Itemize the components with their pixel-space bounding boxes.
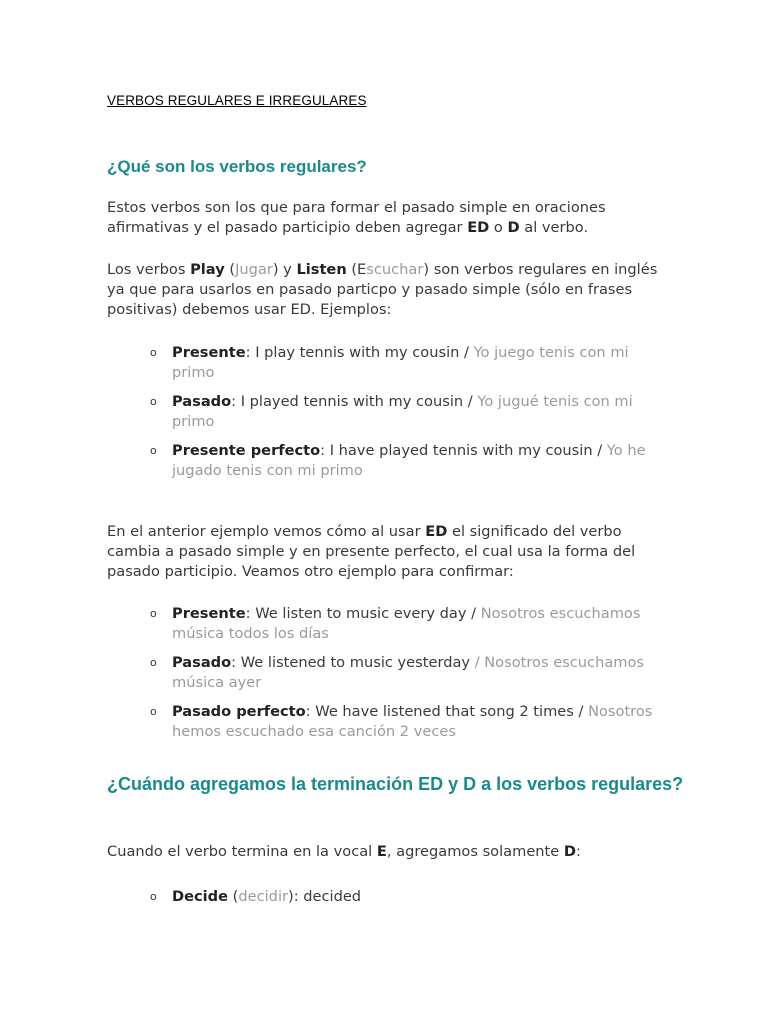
list-item: o Presente: I play tennis with my cousin / Yo juego tenis con mi primo <box>150 343 670 383</box>
bold-d: D <box>563 843 577 860</box>
paragraph-definition: Estos verbos son los que para formar el pasado simple en oraciones afirmativas y el pasado participio deben agregar ED o D al verbo. <box>107 199 606 236</box>
list-item: o Presente: We listen to music every day / Nosotros escuchamos música todos los días <box>150 604 670 644</box>
translation-escuchar: scuchar <box>366 261 424 278</box>
list-item: o Pasado perfecto: We have listened that song 2 times / Nosotros hemos escuchado esa canción 2 veces <box>150 702 670 742</box>
bold-e: E <box>376 843 387 860</box>
document-title: VERBOS REGULARES E IRREGULARES <box>107 93 367 108</box>
example-list-listen <box>150 604 670 751</box>
bold-play: Play <box>190 261 225 278</box>
translation-jugar: Jugar <box>235 261 273 278</box>
list-item: o Pasado: I played tennis with my cousin / Yo jugué tenis con mi primo <box>150 392 670 432</box>
list-item: o Decide (decidir): decided <box>150 887 670 907</box>
bold-d: D <box>507 219 520 236</box>
paragraph-rule-e: Cuando el verbo termina en la vocal E, agregamos solamente D: <box>107 843 581 860</box>
bold-ed: ED <box>425 523 448 540</box>
bold-listen: Listen <box>296 261 347 278</box>
list-item: o Pasado: We listened to music yesterday / Nosotros escuchamos música ayer <box>150 653 670 693</box>
bold-ed: ED <box>467 219 490 236</box>
heading-what-are-regular-verbs: ¿Qué son los verbos regulares? <box>107 157 367 176</box>
paragraph-examples-intro: Los verbos Play (Jugar) y Listen (Escuchar) son verbos regulares en inglés ya que para usarlos en pasado particpo y pasado simple (sólo en frases positivas) debemos usar ED. Ejemplos: <box>107 261 658 318</box>
paragraph-explanation: En el anterior ejemplo vemos cómo al usar ED el significado del verbo cambia a pasado simple y en presente perfecto, el cual usa la forma del pasado participio. Veamos otro ejemplo para confirmar: <box>107 523 636 580</box>
heading-when-add-ed-d: ¿Cuándo agregamos la terminación ED y D a los verbos regulares? <box>107 774 684 794</box>
list-item: o Presente perfecto: I have played tennis with my cousin / Yo he jugado tenis con mi primo <box>150 441 670 481</box>
example-list-play <box>150 343 670 490</box>
example-list-decide <box>150 887 670 916</box>
